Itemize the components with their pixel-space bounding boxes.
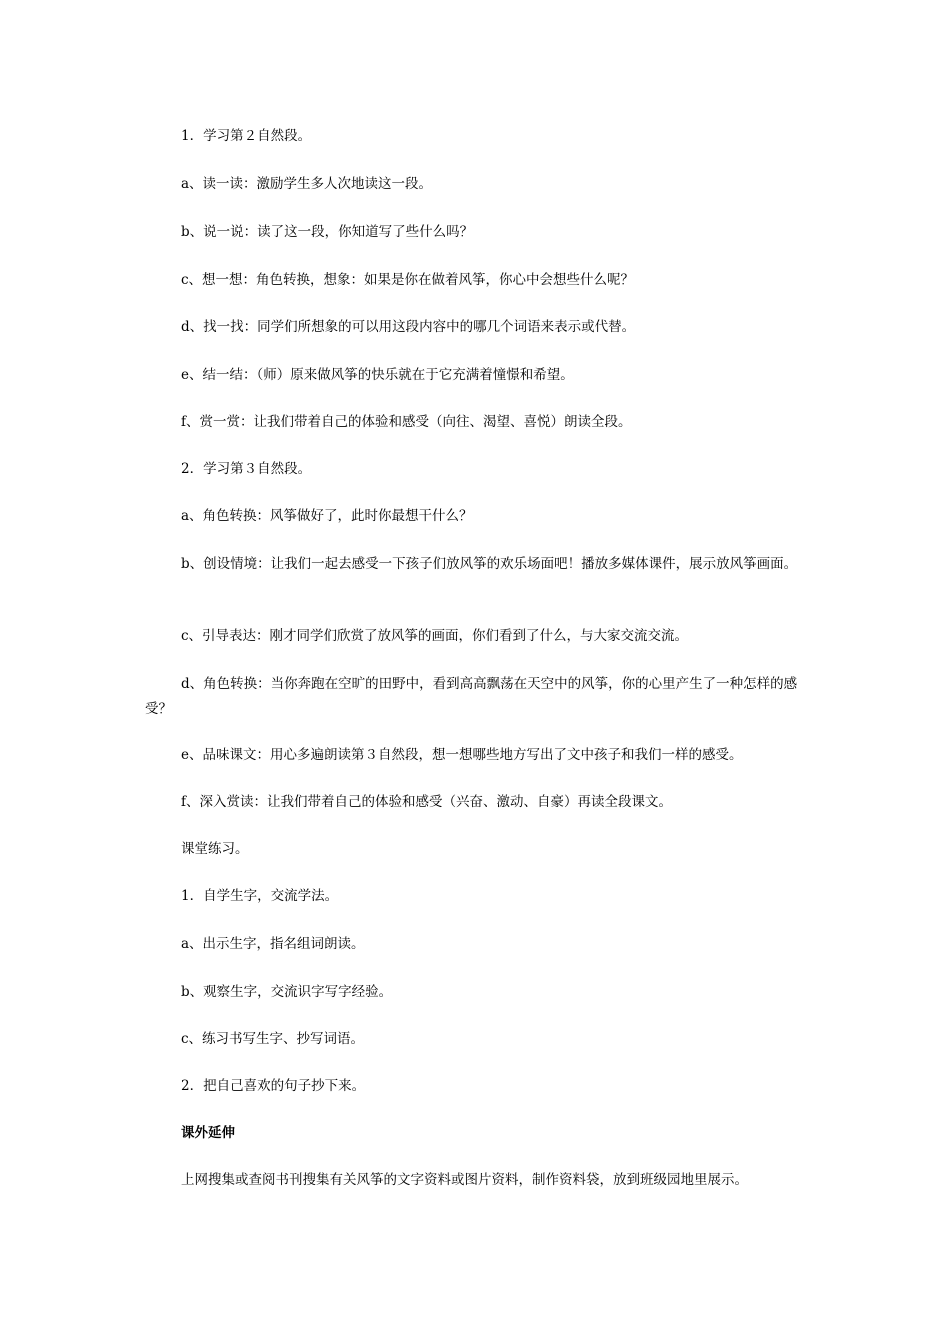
paragraph-item-e-savor: e、品味课文：用心多遍朗读第３自然段，想一想哪些地方写出了文中孩子和我们一样的感受。 <box>181 747 743 763</box>
section-heading-extension: 课外延伸 <box>181 1125 235 1141</box>
paragraph-study-section-2: 1．学习第２自然段。 <box>181 128 312 144</box>
paragraph-item-b-say: b、说一说：读了这一段，你知道写了些什么吗？ <box>181 224 474 240</box>
paragraph-item-d-role-switch: d、角色转换：当你奔跑在空旷的田野中，看到高高飘荡在天空中的风筝，你的心里产生了一种怎样的感受？ <box>145 676 798 717</box>
paragraph-item-c-think: c、想一想：角色转换，想象：如果是你在做着风筝，你心中会想些什么呢？ <box>181 272 635 288</box>
paragraph-item-b-observe: b、观察生字，交流识字写字经验。 <box>181 984 393 1000</box>
paragraph-item-f-deep-read: f、深入赏读：让我们带着自己的体验和感受（兴奋、激动、自豪）再读全段课文。 <box>181 794 672 810</box>
paragraph-item-c-guide: c、引导表达：刚才同学们欣赏了放风筝的画面，你们看到了什么，与大家交流交流。 <box>181 628 689 644</box>
paragraph-item-e-summarize: e、结一结：（师）原来做风筝的快乐就在于它充满着憧憬和希望。 <box>181 367 574 383</box>
paragraph-item-d-find: d、找一找：同学们所想象的可以用这段内容中的哪几个词语来表示或代替。 <box>181 319 636 335</box>
paragraph-item-a-role-switch: a、角色转换：风筝做好了，此时你最想干什么？ <box>181 508 473 524</box>
paragraph-item-a-read: a、读一读：激励学生多人次地读这一段。 <box>181 176 433 192</box>
paragraph-item-a-show-chars: a、出示生字，指名组词朗读。 <box>181 936 365 952</box>
paragraph-copy-sentences: 2．把自己喜欢的句子抄下来。 <box>181 1078 366 1094</box>
paragraph-item-c-practice: c、练习书写生字、抄写词语。 <box>181 1031 365 1047</box>
paragraph-study-section-3: 2．学习第３自然段。 <box>181 461 312 477</box>
paragraph-self-study: 1．自学生字，交流学法。 <box>181 888 339 904</box>
paragraph-extension-task: 上网搜集或查阅书刊搜集有关风筝的文字资料或图片资料，制作资料袋，放到班级园地里展示。 <box>181 1172 748 1188</box>
paragraph-class-practice: 课堂练习。 <box>181 841 249 857</box>
paragraph-item-f-appreciate: f、赏一赏：让我们带着自己的体验和感受（向往、渴望、喜悦）朗读全段。 <box>181 414 632 430</box>
paragraph-item-b-scenario: b、创设情境：让我们一起去感受一下孩子们放风筝的欢乐场面吧！播放多媒体课件，展示放风筝画面。 <box>181 556 798 572</box>
